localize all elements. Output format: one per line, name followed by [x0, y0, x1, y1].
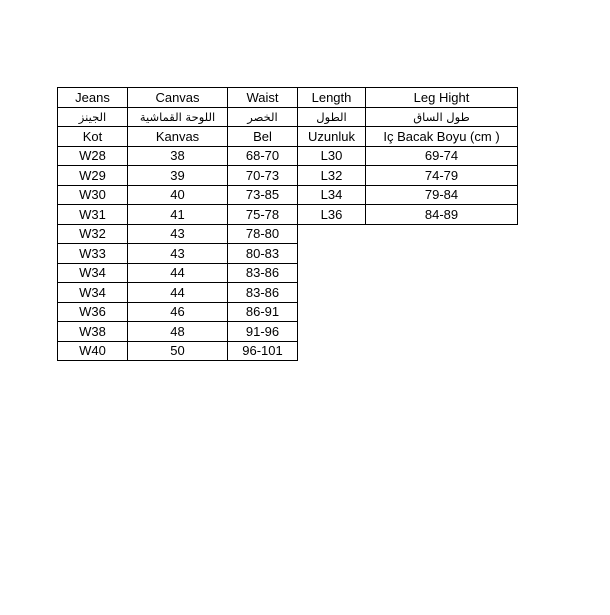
table-row: [58, 302, 298, 322]
table-row: [298, 205, 518, 225]
canvas-cell: 46: [128, 302, 228, 322]
size-chart-tables: [57, 87, 518, 361]
table-row: [58, 224, 298, 244]
header-row-en: [298, 88, 518, 108]
table-row: [58, 166, 298, 186]
table-row: [298, 166, 518, 186]
leg-hight-cell: 74-79: [366, 166, 518, 186]
waist-cell: 78-80: [228, 224, 298, 244]
waist-cell: 96-101: [228, 341, 298, 361]
header-tr-uzunluk: Uzunluk: [298, 127, 366, 147]
table-row: [58, 341, 298, 361]
table-row: [58, 244, 298, 264]
header-row-ar: [298, 107, 518, 127]
waist-cell: 73-85: [228, 185, 298, 205]
length-cell: L30: [298, 146, 366, 166]
leg-hight-cell: 84-89: [366, 205, 518, 225]
header-tr-kot: Kot: [58, 127, 128, 147]
table-row: [298, 146, 518, 166]
canvas-cell: 39: [128, 166, 228, 186]
header-row-ar: [58, 107, 298, 127]
header-row-en: [58, 88, 298, 108]
length-cell: L32: [298, 166, 366, 186]
header-tr-bel: Bel: [228, 127, 298, 147]
table-row: [58, 263, 298, 283]
jeans-cell: W34: [58, 283, 128, 303]
table-row: [58, 185, 298, 205]
canvas-cell: 44: [128, 283, 228, 303]
canvas-cell: 38: [128, 146, 228, 166]
table-row: [298, 185, 518, 205]
canvas-cell: 50: [128, 341, 228, 361]
header-ar-jeans: الجينز: [58, 107, 128, 127]
jeans-cell: W28: [58, 146, 128, 166]
header-ar-canvas: اللوحة القماشية: [128, 107, 228, 127]
canvas-cell: 48: [128, 322, 228, 342]
header-row-tr: [298, 127, 518, 147]
jeans-cell: W31: [58, 205, 128, 225]
canvas-cell: 40: [128, 185, 228, 205]
jeans-cell: W40: [58, 341, 128, 361]
canvas-cell: 43: [128, 244, 228, 264]
table-row: [58, 322, 298, 342]
waist-cell: 70-73: [228, 166, 298, 186]
jeans-canvas-waist-table: [57, 87, 298, 361]
jeans-cell: W30: [58, 185, 128, 205]
length-cell: L34: [298, 185, 366, 205]
waist-cell: 75-78: [228, 205, 298, 225]
length-cell: L36: [298, 205, 366, 225]
canvas-cell: 43: [128, 224, 228, 244]
header-row-tr: [58, 127, 298, 147]
header-en-length: Length: [298, 88, 366, 108]
waist-cell: 86-91: [228, 302, 298, 322]
waist-cell: 83-86: [228, 283, 298, 303]
header-ar-waist: الخصر: [228, 107, 298, 127]
header-en-waist: Waist: [228, 88, 298, 108]
canvas-cell: 41: [128, 205, 228, 225]
table-row: [58, 146, 298, 166]
waist-cell: 91-96: [228, 322, 298, 342]
waist-cell: 80-83: [228, 244, 298, 264]
header-tr-kanvas: Kanvas: [128, 127, 228, 147]
leg-hight-cell: 79-84: [366, 185, 518, 205]
jeans-cell: W36: [58, 302, 128, 322]
header-en-canvas: Canvas: [128, 88, 228, 108]
waist-cell: 83-86: [228, 263, 298, 283]
jeans-cell: W33: [58, 244, 128, 264]
waist-cell: 68-70: [228, 146, 298, 166]
jeans-cell: W32: [58, 224, 128, 244]
canvas-cell: 44: [128, 263, 228, 283]
header-en-jeans: Jeans: [58, 88, 128, 108]
jeans-cell: W29: [58, 166, 128, 186]
jeans-cell: W38: [58, 322, 128, 342]
jeans-cell: W34: [58, 263, 128, 283]
header-tr-ic-bacak-boyu: Iç Bacak Boyu (cm ): [366, 127, 518, 147]
header-ar-length: الطول: [298, 107, 366, 127]
header-ar-leg-hight: طول الساق: [366, 107, 518, 127]
header-en-leg-hight: Leg Hight: [366, 88, 518, 108]
table-row: [58, 283, 298, 303]
leg-hight-cell: 69-74: [366, 146, 518, 166]
length-leghight-table: [297, 87, 518, 225]
table-row: [58, 205, 298, 225]
